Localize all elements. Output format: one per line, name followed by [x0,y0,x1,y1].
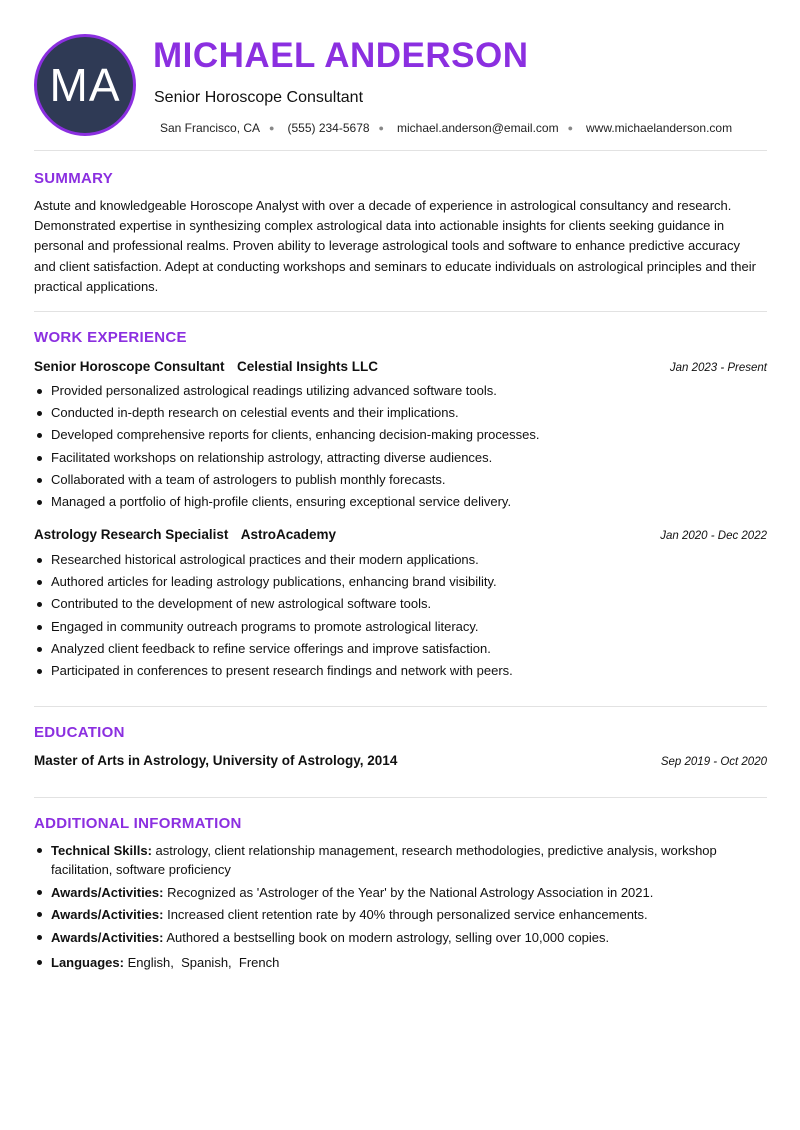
work-experience-heading: WORK EXPERIENCE [34,329,187,346]
avatar-initials: MA [49,59,121,111]
summary-text: Astute and knowledgeable Horoscope Analyst with over a decade of experience in astrological consultancy and research. Demonstrated expertise in synthesizing complex astrological data into actionable insights for clients seeking guidance in personal and professional realms. Proven ability to leverage astrological tools and software to enhance predictive accuracy and client satisfaction. Adept at conducting workshops and seminars to educate individuals on astrological principles and their practical applications. [34,198,756,294]
job-dates: Jan 2020 - Dec 2022 [660,530,767,542]
list-item [34,883,767,902]
candidate-name: MICHAEL ANDERSON [153,36,529,75]
job-company: Celestial Insights LLC [236,359,379,374]
list-item: Conducted in-depth research on celestial events and their implications. [34,402,767,424]
list-item: Collaborated with a team of astrologers to publish monthly forecasts. [34,469,767,491]
additional-information-heading: ADDITIONAL INFORMATION [34,815,242,832]
education-degree: Master of Arts in Astrology, University of Astrology, 2014 [34,753,398,768]
item-label: Languages: [51,954,124,970]
contact-bar [160,121,732,135]
list-item [34,928,767,947]
list-item: Researched historical astrological practices and their modern applications. [34,549,767,571]
list-item: Provided personalized astrological readings utilizing advanced software tools. [34,380,767,402]
contact-website[interactable]: www.michaelanderson.com [586,121,733,135]
list-item: Authored articles for leading astrology publications, enhancing brand visibility. [34,571,767,593]
list-item: Contributed to the development of new astrological software tools. [34,593,767,615]
contact-location: San Francisco, CA [160,121,261,135]
job-header [34,358,767,376]
job-dates: Jan 2023 - Present [669,362,767,374]
job-company: AstroAcademy [240,527,337,542]
education-dates: Sep 2019 - Oct 2020 [660,756,767,768]
list-item [34,841,767,879]
divider [34,797,767,798]
list-item: Analyzed client feedback to refine service offerings and improve satisfaction. [34,638,767,660]
job-role: Senior Horoscope Consultant [34,359,225,374]
divider [34,706,767,707]
education-entry [34,753,767,768]
summary-heading: SUMMARY [34,170,114,187]
item-label: Technical Skills: [51,843,152,858]
list-item: Developed comprehensive reports for clients, enhancing decision-making processes. [34,424,767,446]
contact-phone: (555) 234-5678 [287,121,370,135]
contact-email[interactable]: michael.anderson@email.com [396,121,559,135]
divider [34,150,767,151]
item-text: astrology, client relationship management, research methodologies, predictive analysis, workshop facilitation, software proficiency [51,843,717,877]
separator-dot-icon: ● [378,123,384,133]
separator-dot-icon: ● [567,123,574,133]
separator-dot-icon: ● [269,123,275,133]
item-label: Awards/Activities: [51,929,164,945]
list-item: Facilitated workshops on relationship astrology, attracting diverse audiences. [34,447,767,469]
job-role: Astrology Research Specialist [34,527,229,542]
list-item [34,953,767,972]
item-text: Authored a bestselling book on modern astrology, selling over 10,000 copies. [166,929,610,945]
job-bullets [34,380,767,513]
list-item [34,905,767,924]
avatar [34,34,136,136]
item-text: Recognized as 'Astrologer of the Year' by the National Astrology Association in 2021. [167,884,654,900]
list-item: Managed a portfolio of high-profile clients, ensuring exceptional service delivery. [34,491,767,513]
education-heading: EDUCATION [34,724,125,741]
list-item: Engaged in community outreach programs to promote astrological literacy. [34,616,767,638]
job-title: Senior Horoscope Consultant [154,89,364,106]
item-label: Awards/Activities: [51,884,164,900]
list-item: Participated in conferences to present research findings and network with peers. [34,660,767,682]
item-text: Increased client retention rate by 40% through personalized service enhancements. [167,907,648,922]
additional-information-list [34,841,767,975]
job-header [34,526,767,544]
item-text: English, Spanish, French [127,954,280,970]
item-label: Awards/Activities: [51,907,164,922]
divider [34,311,767,312]
job-bullets [34,549,767,682]
